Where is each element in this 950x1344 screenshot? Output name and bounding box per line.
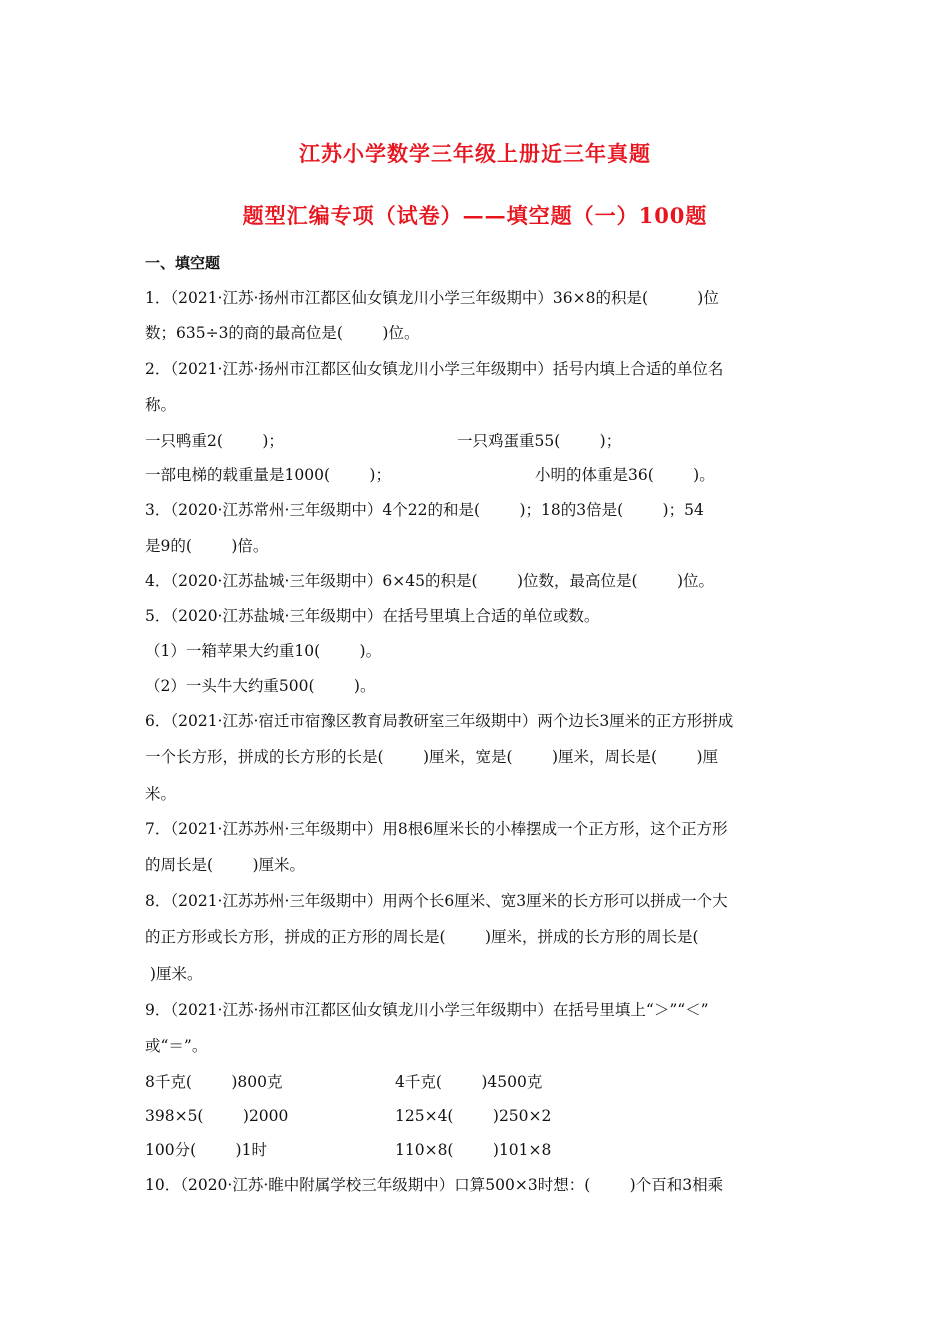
- question-10-line-1: 10．（2020·江苏·睢中附属学校三年级期中）口算500×3时想：( )个百和3相乘: [145, 1176, 724, 1194]
- document-title: 江苏小学数学三年级上册近三年真题: [299, 141, 651, 166]
- question-8-line-1: 8．（2021·江苏苏州·三年级期中）用两个长6厘米、宽3厘米的长方形可以拼成一个大: [145, 892, 728, 910]
- question-2-item-weight: 小明的体重是36( )。: [535, 466, 715, 484]
- question-9-compare-1b: 4千克( )4500克: [395, 1073, 543, 1091]
- question-5-line-1: 5．（2020·江苏盐城·三年级期中）在括号里填上合适的单位或数。: [145, 607, 600, 625]
- question-4: 4．（2020·江苏盐城·三年级期中）6×45的积是( )位数，最高位是( )位。: [145, 572, 715, 590]
- question-2-item-elevator: 一部电梯的载重量是1000( )；: [145, 466, 391, 484]
- question-1-line-2: 数；635÷3的商的最高位是( )位。: [145, 324, 420, 342]
- question-9-compare-2b: 125×4( )250×2: [395, 1107, 552, 1125]
- question-2-line-2: 称。: [145, 396, 177, 414]
- question-9-compare-1a: 8千克( )800克: [145, 1073, 283, 1091]
- question-3-line-2: 是9的( )倍。: [145, 537, 269, 555]
- question-2-line-1: 2．（2021·江苏·扬州市江都区仙女镇龙川小学三年级期中）括号内填上合适的单位名: [145, 360, 724, 378]
- question-9-compare-3b: 110×8( )101×8: [395, 1141, 552, 1159]
- question-2-item-duck: 一只鸭重2( )；: [145, 432, 284, 450]
- question-7-line-1: 7．（2021·江苏苏州·三年级期中）用8根6厘米长的小棒摆成一个正方形，这个正方形: [145, 820, 728, 838]
- question-9-line-1: 9．（2021·江苏·扬州市江都区仙女镇龙川小学三年级期中）在括号里填上“＞”“＜”: [145, 1001, 709, 1019]
- question-9-compare-2a: 398×5( )2000: [145, 1107, 289, 1125]
- question-2-item-egg: 一只鸡蛋重55( )；: [457, 432, 622, 450]
- question-3-line-1: 3．（2020·江苏常州·三年级期中）4个22的和是( )；18的3倍是( )；54: [145, 501, 704, 519]
- question-7-line-2: 的周长是( )厘米。: [145, 856, 306, 874]
- question-6-line-3: 米。: [145, 785, 177, 803]
- question-5-sub-2: （2）一头牛大约重500( )。: [145, 677, 376, 695]
- question-9-compare-3a: 100分( )1时: [145, 1141, 267, 1159]
- question-6-line-1: 6．（2021·江苏·宿迁市宿豫区教育局教研室三年级期中）两个边长3厘米的正方形拼成: [145, 712, 734, 730]
- question-8-line-2: 的正方形或长方形，拼成的正方形的周长是( )厘米，拼成的长方形的周长是(: [145, 928, 699, 946]
- question-8-line-3: )厘米。: [145, 965, 203, 983]
- question-6-line-2: 一个长方形，拼成的长方形的长是( )厘米，宽是( )厘米，周长是( )厘: [145, 748, 719, 766]
- question-9-line-2: 或“＝”。: [145, 1037, 208, 1055]
- question-1-line-1: 1．（2021·江苏·扬州市江都区仙女镇龙川小学三年级期中）36×8的积是( )位: [145, 289, 719, 307]
- document-subtitle: 题型汇编专项（试卷）——填空题（一）100题: [242, 203, 708, 228]
- section-heading: 一、填空题: [145, 254, 221, 272]
- question-5-sub-1: （1）一箱苹果大约重10( )。: [145, 642, 382, 660]
